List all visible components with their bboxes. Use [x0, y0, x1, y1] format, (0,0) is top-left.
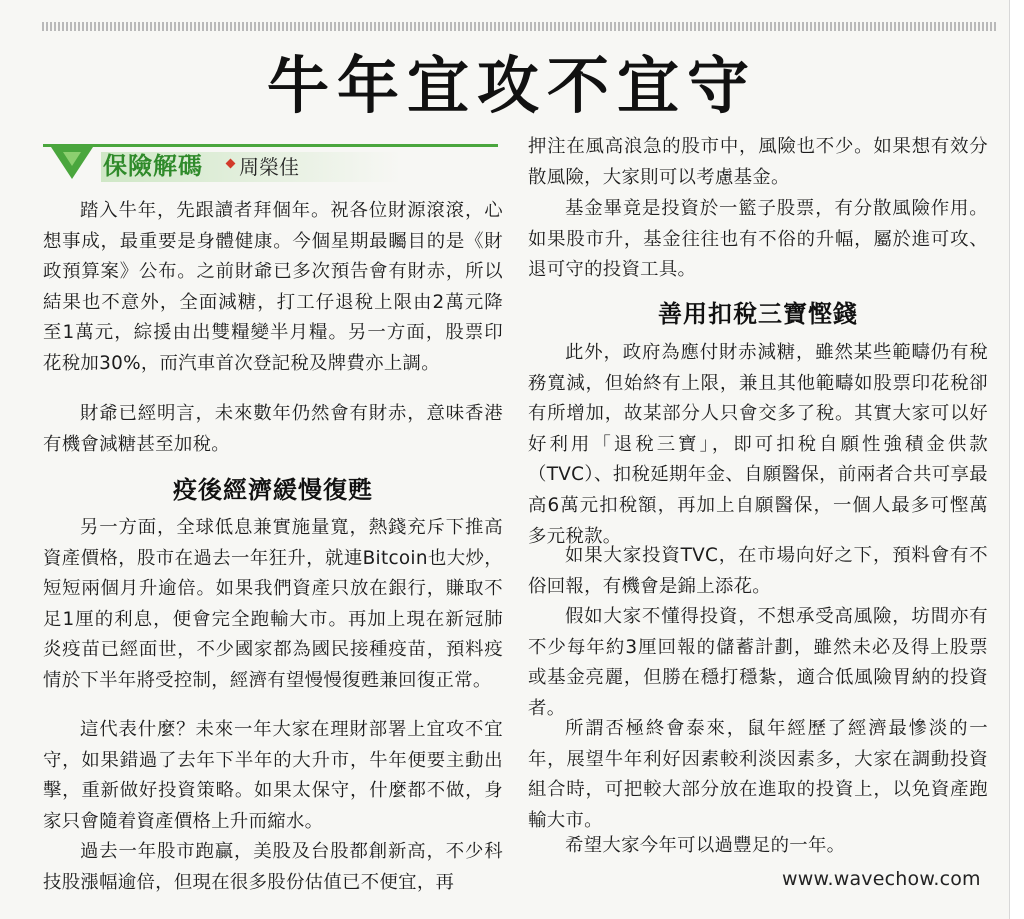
- subheading: 疫後經濟緩慢復甦: [173, 476, 373, 504]
- website-link[interactable]: www.wavechow.com: [782, 868, 981, 890]
- top-decorative-rule: [42, 22, 997, 31]
- headline: 牛年宜攻不宜守: [266, 49, 757, 122]
- paragraph: 過去一年股市跑贏，美股及台股都創新高，不少科技股漲幅逾倍，但現在很多股份估值已不便宜，再: [43, 841, 503, 893]
- paragraph: 財爺已經明言，未來數年仍然會有財赤，意味香港有機會減糖甚至加稅。: [43, 403, 503, 455]
- paragraph: 押注在風高浪急的股市中，風險也不少。如果想有效分散風險，大家則可以考慮基金。: [528, 136, 988, 188]
- paragraph: 所謂否極終會泰來，鼠年經歷了經濟最慘淡的一年，展望牛年利好因素較利淡因素多，大家在調動投資組合時，可把較大部分放在進取的投資上，以免資產跑輸大市。: [528, 718, 988, 831]
- paragraph: 另一方面，全球低息兼實施量寬，熱錢充斥下推高資產價格，股市在過去一年狂升，就連Bitcoin也大炒，短短兩個月升逾倍。如果我們資產只放在銀行，賺取不足1厘的利息，便會完全跑輸大市。再加上現在新冠肺炎疫苗已經面世，不少國家都為國民接種疫苗，預料疫情於下半年將受控制，經濟有望慢慢復甦兼回復正常。: [43, 517, 503, 691]
- paragraph: 如果大家投資TVC，在市場向好之下，預料會有不俗回報，有機會是錦上添花。: [528, 545, 988, 597]
- paragraph: 假如大家不懂得投資，不想承受高風險，坊間亦有不少每年約3厘回報的儲蓄計劃，雖然未必及得上股票或基金亮麗，但勝在穩打穩紮，適合低風險胃納的投資者。: [528, 606, 988, 719]
- paragraph: 希望大家今年可以過豐足的一年。: [565, 835, 846, 856]
- author-name: 周榮佳: [239, 155, 299, 179]
- column-name: 保險解碼: [103, 151, 203, 180]
- paragraph: 這代表什麼？未來一年大家在理財部署上宜攻不宜守，如果錯過了去年下半年的大升市，牛年便要主動出擊，重新做好投資策略。如果太保守，什麼都不做，身家只會隨着資產價格上升而縮水。: [43, 719, 503, 832]
- paragraph: 此外，政府為應付財赤減糖，雖然某些範疇仍有稅務寬減，但始終有上限，兼且其他範疇如股票印花稅卻有所增加，故某部分人只會交多了稅。其實大家可以好好利用「退稅三寶」，即可扣稅自願性強積金供款（TVC）、扣稅延期年金、自願醫保，前兩者合共可享最高6萬元扣稅額，再加上自願醫保，一個人最多可慳萬多元稅款。: [528, 342, 988, 547]
- banner-rule: [43, 144, 498, 147]
- paragraph: 踏入牛年，先跟讀者拜個年。祝各位財源滾滾，心想事成，最重要是身體健康。今個星期最矚目的是《財政預算案》公布。之前財爺已多次預告會有財赤，所以結果也不意外，全面減糖，打工仔退稅上限由2萬元降至1萬元，綜援由出雙糧變半月糧。另一方面，股票印花稅加30%，而汽車首次登記稅及牌費亦上調。: [43, 200, 503, 374]
- paragraph: 基金畢竟是投資於一籃子股票，有分散風險作用。如果股市升，基金往往也有不俗的升幅，屬於進可攻、退可守的投資工具。: [528, 198, 988, 281]
- page-edge: [1009, 0, 1024, 919]
- column-banner: [43, 144, 503, 184]
- banner-triangle-inner-icon: [63, 152, 81, 166]
- subheading: 善用扣稅三寶慳錢: [658, 300, 858, 328]
